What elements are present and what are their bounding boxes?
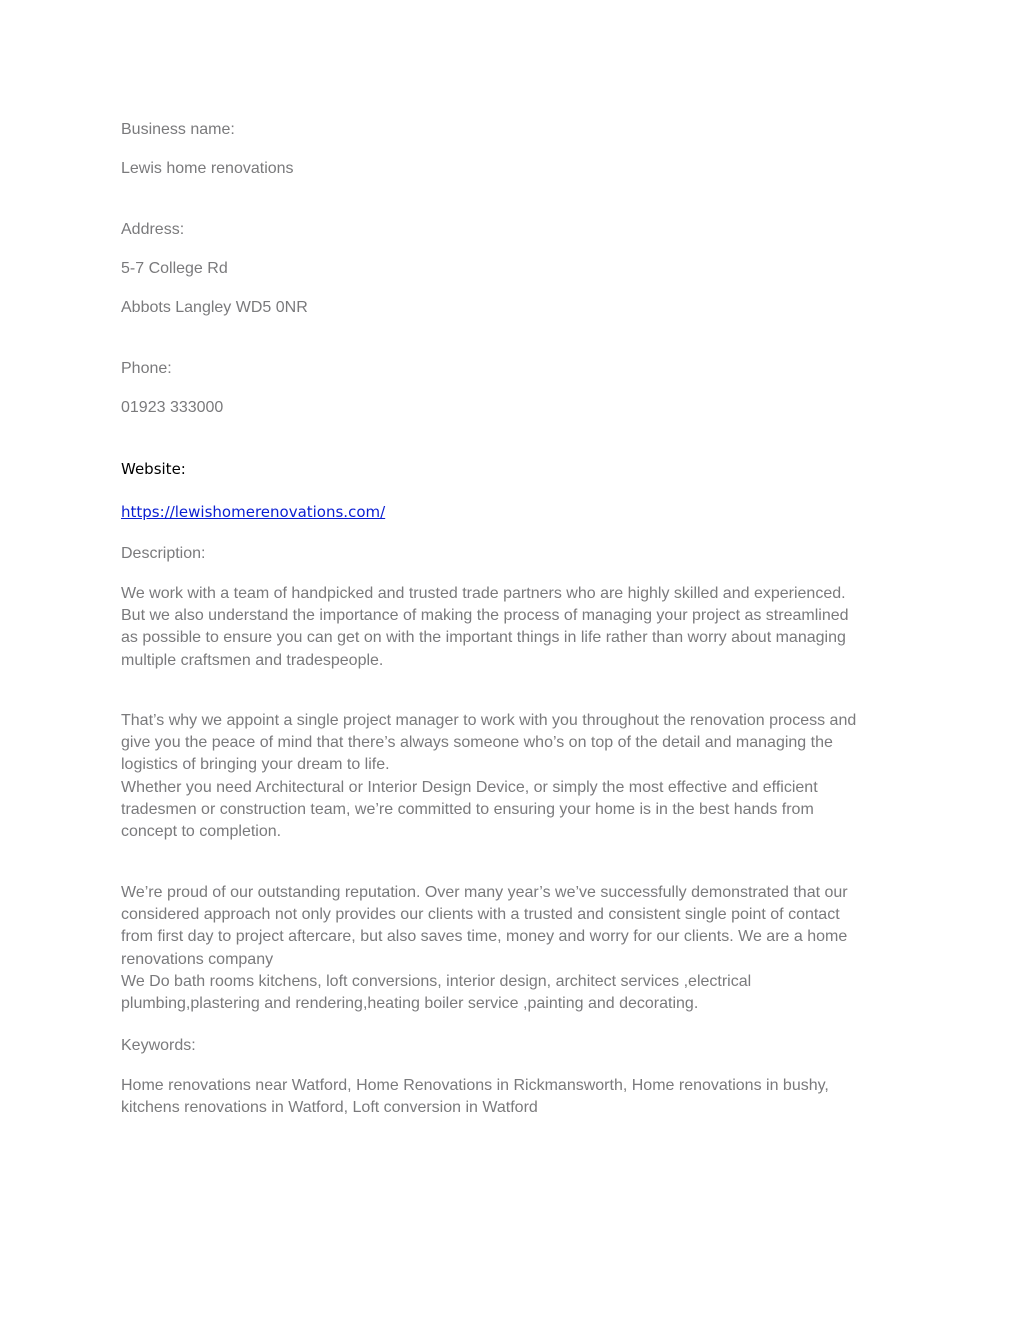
address-line-1: 5-7 College Rd: [121, 260, 228, 277]
paragraph-line: as possible to ensure you can get on with the important things in life rather than worry about managing: [121, 629, 846, 647]
phone-label: Phone:: [121, 360, 172, 377]
business-name-label: Business name:: [121, 121, 235, 138]
keywords-label: Keywords:: [121, 1037, 196, 1054]
paragraph-line: But we also understand the importance of making the process of managing your project as streamlined: [121, 607, 849, 625]
website-link[interactable]: https://lewishomerenovations.com/: [121, 503, 386, 521]
address-label: Address:: [121, 221, 185, 238]
paragraph-line: Whether you need Architectural or Interior Design Device, or simply the most effective and efficient: [121, 778, 818, 796]
paragraph-line: from first day to project aftercare, but also saves time, money and worry for our clients. We are a home: [121, 928, 848, 946]
description-paragraph-3: [121, 882, 848, 1015]
paragraph-line: tradesmen or construction team, we’re committed to ensuring your home is in the best hands from: [121, 800, 814, 818]
paragraph-line: We’re proud of our outstanding reputation. Over many year’s we’ve successfully demonstrated that our: [121, 884, 848, 901]
keywords-text: [121, 1075, 829, 1119]
paragraph-line: We Do bath rooms kitchens, loft conversions, interior design, architect services ,electrical: [121, 972, 752, 990]
website-label: Website:: [121, 460, 186, 478]
paragraph-line: renovations company: [121, 950, 274, 968]
phone-value: 01923 333000: [121, 399, 224, 416]
description-paragraph-1: [121, 583, 849, 672]
paragraph-line: logistics of bringing your dream to life.: [121, 756, 390, 774]
paragraph-line: considered approach not only provides our clients with a trusted and consistent single point of contact: [121, 906, 840, 924]
paragraph-line: multiple craftsmen and tradespeople.: [121, 651, 384, 669]
business-name-value: Lewis home renovations: [121, 160, 294, 177]
paragraph-line: We work with a team of handpicked and trusted trade partners who are highly skilled and experienced.: [121, 585, 846, 602]
paragraph-line: That’s why we appoint a single project manager to work with you throughout the renovation process and: [121, 712, 857, 729]
keywords-line: kitchens renovations in Watford, Loft conversion in Watford: [121, 1099, 538, 1117]
keywords-line: Home renovations near Watford, Home Renovations in Rickmansworth, Home renovations in bushy,: [121, 1077, 829, 1094]
description-paragraph-2: [121, 710, 856, 843]
description-label: Description:: [121, 545, 206, 562]
paragraph-line: concept to completion.: [121, 823, 282, 841]
paragraph-line: plumbing,plastering and rendering,heating boiler service ,painting and decorating.: [121, 995, 699, 1013]
address-line-2: Abbots Langley WD5 0NR: [121, 299, 308, 316]
paragraph-line: give you the peace of mind that there’s always someone who’s on top of the detail and managing the: [121, 734, 833, 752]
